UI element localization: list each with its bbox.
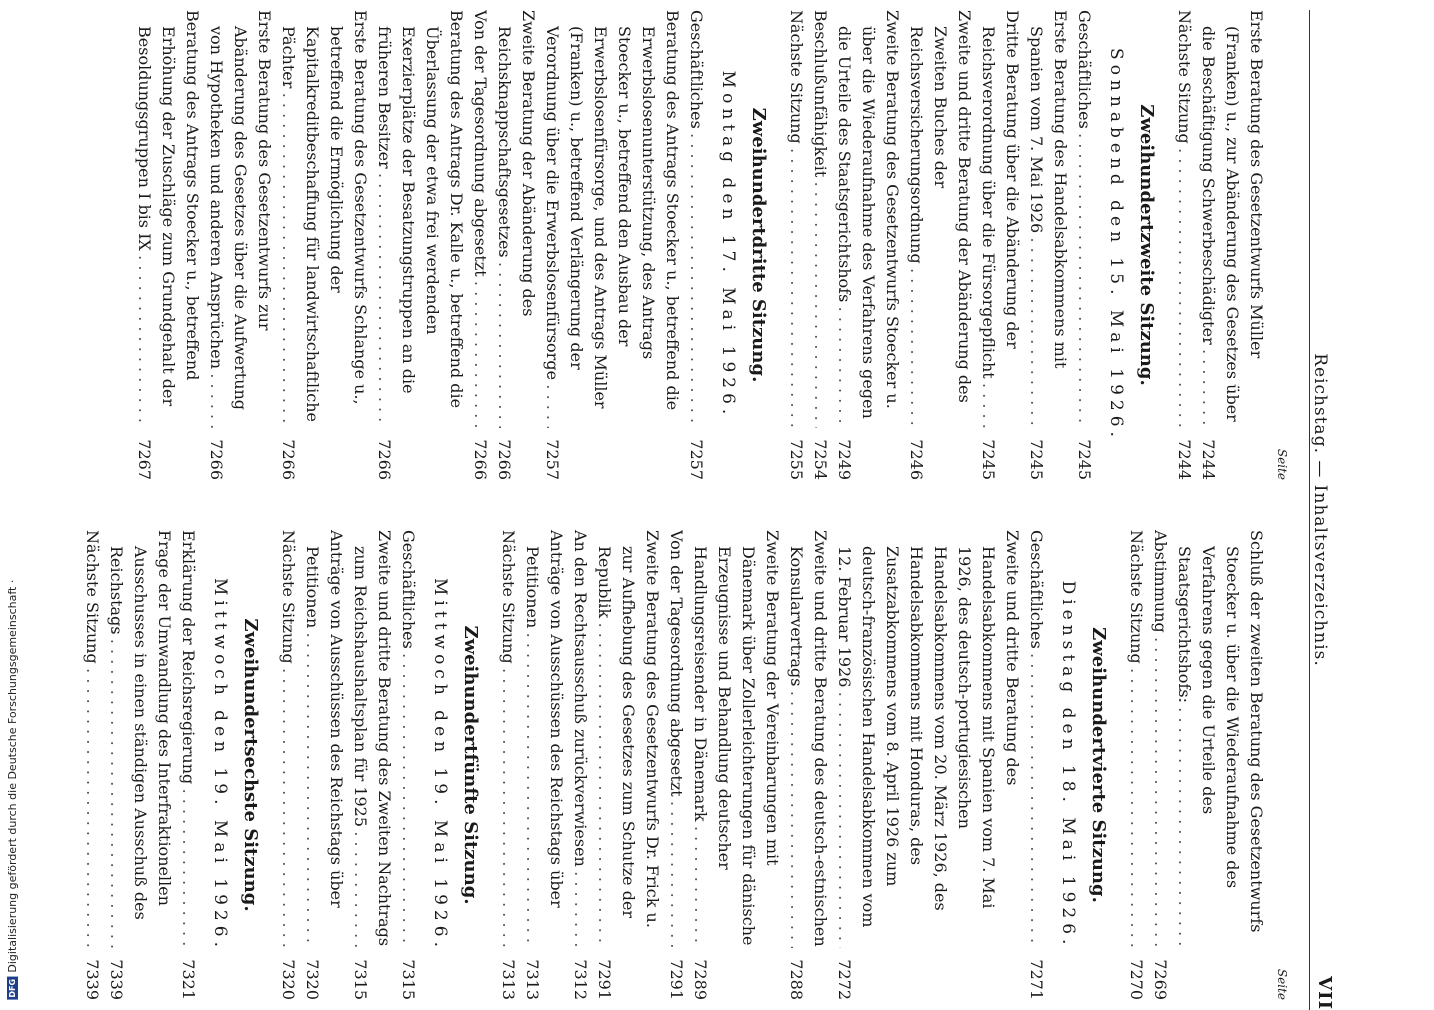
toc-entry-text: Geschäftliches . . .: [1024, 530, 1048, 948]
toc-entry: [276, 530, 300, 1000]
toc-entry-page: 7266: [471, 439, 490, 480]
toc-entry-page: 7320: [303, 959, 322, 1000]
toc-entry-text: Zweite und dritte Beratung der Abänderung des Zweiten Buches der Reichsversicherungsordnung . . .: [904, 10, 976, 428]
toc-entry-page: 7272: [835, 959, 854, 1000]
toc-entry-page: 7267: [135, 439, 154, 480]
toc-entry-text: Zweite Beratung der Abänderung des Reichsknappschaftsgesetzes . . .: [492, 10, 540, 428]
toc-entry-page: 7245: [1075, 439, 1094, 480]
toc-entry-text: Schluß der zweiten Beratung des Gesetzentwurfs Stoecker u. über die Wiederaufnahme des Verfahrens gegen die Urteile des Staatsgerichtshofs: . . .: [1172, 530, 1268, 948]
toc-entry: [1072, 10, 1096, 480]
session-title: Zweihundertzweite Sitzung.: [1136, 104, 1157, 386]
toc-entry-text: Frage der Umwandlung des Interfraktionellen Ausschusses in einen ständigen Ausschuß des Reichstags . . .: [104, 530, 176, 948]
toc-entry: [492, 10, 540, 480]
toc-entry-page: 7266: [375, 439, 394, 480]
seite-label: Seite: [1275, 448, 1289, 480]
toc-entry-text: Dritte Beratung über die Abänderung der Reichsverordnung über die Fürsorgepflicht . . .: [976, 10, 1024, 428]
toc-entry: [784, 530, 832, 1000]
toc-entry: [276, 10, 372, 480]
toc-entry-text: Zweite Beratung der Vereinbarungen mit Dänemark über Zollerleichterungen für dänische Erzeugnisse und Behandlung deutscher Handlungsreisender in Dänemark . . .: [688, 530, 784, 948]
toc-entry-text: Zweite Beratung des Gesetzentwurfs Dr. Frick u. zur Aufhebung des Gesetzes zum Schutze der Republik . . .: [592, 530, 664, 948]
toc-entry: [348, 530, 396, 1000]
toc-entry-page: 7266: [495, 439, 514, 480]
toc-entry-text: Beschlußunfähigkeit . . .: [808, 10, 832, 428]
toc-entry-page: 7244: [1175, 439, 1194, 480]
right-column: [80, 530, 1294, 1000]
toc-entry: [832, 10, 904, 480]
toc-entry-text: Geschäftliches . . .: [396, 530, 420, 948]
running-title: Reichstag. — Inhaltsverzeichnis.: [1310, 353, 1330, 667]
toc-entry: [832, 530, 1024, 1000]
toc-entry: [132, 10, 204, 480]
toc-entry: [904, 10, 976, 480]
toc-entry-text: Von der Tagesordnung abgesetzt . . .: [664, 530, 688, 948]
toc-entry-text: Nächste Sitzung . . .: [1124, 530, 1148, 948]
toc-entry-page: 7266: [207, 439, 226, 480]
session-title: Zweihundertfünfte Sitzung.: [460, 625, 481, 905]
toc-entry-page: 7315: [399, 959, 418, 1000]
toc-entry-text: Erste Beratung des Gesetzentwurfs Müller (Franken) u., zur Abänderung des Gesetzes über die Beschäftigung Schwerbeschädigter . . .: [1196, 10, 1268, 428]
scanned-page: [83, 10, 1350, 1010]
toc-entry: [520, 530, 568, 1000]
toc-entry: [468, 10, 492, 480]
session-date: Mittwoch den 19. Mai 1926.: [430, 578, 450, 952]
left-column: [132, 10, 1294, 480]
toc-entry-text: An den Rechtsausschuß zurückverwiesen . . .: [568, 530, 592, 948]
toc-entry-text: Nächste Sitzung . . .: [784, 10, 808, 428]
toc-entry-text: Geschäftliches . . .: [684, 10, 708, 428]
toc-entry-text: Erste Beratung des Gesetzentwurfs zur Abänderung des Gesetzes über die Aufwertung von Hypotheken und anderen Ansprüchen . . .: [204, 10, 276, 428]
toc-entry-page: 7271: [1027, 959, 1046, 1000]
toc-entry: [1024, 530, 1048, 1000]
toc-entry-page: 7257: [687, 439, 706, 480]
toc-entry-page: 7249: [835, 439, 854, 480]
toc-entry-text: Nächste Sitzung . . .: [496, 530, 520, 948]
toc-entry-page: 7245: [979, 439, 998, 480]
toc-entry-text: Erklärung der Reichsregierung . . .: [176, 530, 200, 948]
toc-entry-page: 7257: [543, 439, 562, 480]
seite-label: Seite: [1275, 968, 1289, 1000]
toc-entry: [568, 530, 592, 1000]
toc-entry-page: 7339: [83, 959, 102, 1000]
toc-entry: [976, 10, 1024, 480]
digitization-credit: [2, 0, 22, 1000]
toc-entry: [1172, 10, 1196, 480]
session-date: Mittwoch den 19. Mai 1926.: [210, 578, 230, 952]
page-header: [1309, 10, 1350, 1010]
toc-entry: [496, 530, 520, 1000]
toc-entry: [808, 10, 832, 480]
toc-entry-text: Von der Tagesordnung abgesetzt . . .: [468, 10, 492, 428]
session-date: Sonnabend den 15. Mai 1926.: [1106, 48, 1126, 442]
toc-entry-text: Beratung des Antrags Stoecker u., betreffend Erhöhung der Zuschläge zum Grundgehalt der Besoldungsgruppen I bis IX . . .: [132, 10, 204, 428]
toc-entry-text: Abstimmung . . .: [1148, 530, 1172, 948]
toc-entry-text: Nächste Sitzung . . .: [1172, 10, 1196, 428]
toc-entry-page: 7315: [351, 959, 370, 1000]
toc-entry: [1196, 10, 1268, 480]
toc-entry: [1148, 530, 1172, 1000]
toc-entry-text: Anträge von Ausschüssen des Reichstags über Petitionen . . .: [520, 530, 568, 948]
toc-entry-text: Zweite Beratung des Gesetzentwurfs Stoecker u. über die Wiederaufnahme des Verfahrens gegen die Urteile des Staatsgerichtshofs . . .: [832, 10, 904, 428]
toc-entry: [1024, 10, 1072, 480]
toc-entry-page: 7244: [1199, 439, 1218, 480]
toc-entry: [688, 530, 784, 1000]
toc-entry-text: Nächste Sitzung . . .: [276, 530, 300, 948]
toc-entry-page: 7288: [787, 959, 806, 1000]
toc-entry-page: 7313: [523, 959, 542, 1000]
session-title: Zweihundertvierte Sitzung.: [1088, 627, 1109, 903]
session-date: Dienstag den 18. Mai 1926.: [1058, 580, 1078, 950]
toc-entry: [104, 530, 176, 1000]
toc-entry-page: 7254: [811, 439, 830, 480]
toc-entry: [80, 530, 104, 1000]
toc-entry-text: Beratung des Antrags Dr. Kalle u., betreffend die Überlassung der etwa frei werdenden Exerzierplätze der Besatzungstruppen an die früheren Besitzer . . .: [372, 10, 468, 428]
toc-entry-text: Anträge von Ausschüssen des Reichstags über Petitionen . . .: [300, 530, 348, 948]
toc-entry-page: 7255: [787, 439, 806, 480]
toc-entry: [176, 530, 200, 1000]
toc-entry: [540, 10, 684, 480]
session-title: Zweihundertsechste Sitzung.: [240, 618, 261, 912]
credit-text: Digitalisierung gefördert durch die Deutsche Forschungsgemeinschaft ·: [5, 580, 19, 974]
toc-entry-text: Erste Beratung des Gesetzentwurfs Schlange u., betreffend die Ermöglichung der Kapitalkreditbeschaffung für landwirtschaftliche Pächter . . .: [276, 10, 372, 428]
toc-entry-text: Beratung des Antrags Stoecker u., betreffend die Erwerbslosenunterstützung, des Antrags Stoecker u., betreffend den Ausbau der Erwerbslosenfürsorge, und des Antrags Müller (Franken) u., betreffend Verlängerung der Verordnung über die Erwerbslosenfürsorge . . .: [540, 10, 684, 428]
toc-entry-page: 7289: [691, 959, 710, 1000]
toc-entry: [396, 530, 420, 1000]
toc-entry: [1172, 530, 1268, 1000]
session-date: Montag den 17. Mai 1926.: [718, 70, 738, 420]
toc-entry-page: 7321: [179, 959, 198, 1000]
toc-entry-page: 7291: [667, 959, 686, 1000]
toc-entry-text: Geschäftliches . . .: [1072, 10, 1096, 428]
toc-entry: [1124, 530, 1148, 1000]
toc-entry-page: 7246: [907, 439, 926, 480]
toc-entry-text: Zweite und dritte Beratung des deutsch-estnischen Konsularvertrags . . .: [784, 530, 832, 948]
toc-entry-page: 7245: [1027, 439, 1046, 480]
toc-entry-text: Zweite und dritte Beratung des Handelsabkommens mit Spanien vom 7. Mai 1926, des deutsch-portugiesischen Handelsabkommens vom 20. März 1926, des Handelsabkommens mit Honduras, des Zusatzabkommens vom 8. April 1926 zum deutsch-französischen Handelsabkommen vom 12. Februar 1926 . . .: [832, 530, 1024, 948]
toc-entry: [300, 530, 348, 1000]
toc-entry-text: Zweite und dritte Beratung des Zweiten Nachtrags zum Reichshaushaltsplan für 1925 . . .: [348, 530, 396, 948]
toc-entry-page: 7313: [499, 959, 518, 1000]
toc-entry: [372, 10, 468, 480]
toc-entry: [784, 10, 808, 480]
toc-entry-text: Nächste Sitzung . . .: [80, 530, 104, 948]
toc-entry-text: Erste Beratung des Handelsabkommens mit Spanien vom 7. Mai 1926 . . .: [1024, 10, 1072, 428]
toc-entry-page: 7339: [107, 959, 126, 1000]
session-title: Zweihundertdritte Sitzung.: [748, 107, 769, 383]
toc-entry: [204, 10, 276, 480]
toc-entry-page: 7291: [595, 959, 614, 1000]
toc-entry: [664, 530, 688, 1000]
toc-entry: [684, 10, 708, 480]
toc-entry-page: 7266: [279, 439, 298, 480]
toc-entry-page: 7269: [1151, 959, 1170, 1000]
toc-entry-page: 7312: [571, 959, 590, 1000]
toc-entry: [592, 530, 664, 1000]
page-number: VII: [1314, 976, 1335, 1010]
dfg-logo: DFG: [7, 979, 17, 998]
toc-entry-page: 7320: [279, 959, 298, 1000]
toc-entry-page: 7270: [1127, 959, 1146, 1000]
